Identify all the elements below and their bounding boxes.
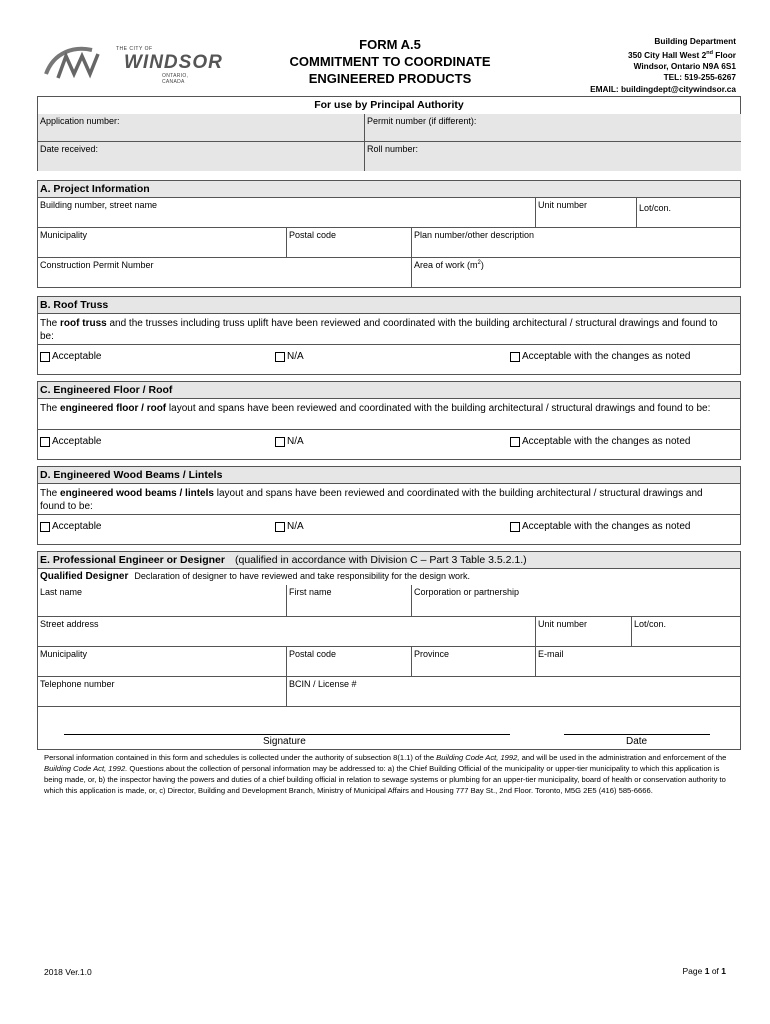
municipality-field[interactable]: Municipality xyxy=(38,228,287,258)
lot-con-field[interactable]: Lot/con. xyxy=(637,198,740,228)
section-b-na-checkbox[interactable]: N/A xyxy=(275,351,304,362)
department-tel: TEL: 519-255-6267 xyxy=(663,72,736,83)
windsor-swoosh-icon xyxy=(44,44,124,84)
checkbox-icon[interactable] xyxy=(275,352,285,362)
form-title-line2: COMMITMENT TO COORDINATE xyxy=(289,54,491,69)
permit-number-field[interactable]: Permit number (if different): xyxy=(365,114,741,142)
form-title-line3: ENGINEERED PRODUCTS xyxy=(308,71,472,86)
postal-code-field[interactable]: Postal code xyxy=(287,228,412,258)
checkbox-icon[interactable] xyxy=(510,522,520,532)
section-a-project-information xyxy=(37,180,741,288)
bcin-license-field[interactable]: BCIN / License # xyxy=(287,677,740,707)
application-number-field[interactable]: Application number: xyxy=(38,114,365,142)
construction-permit-field[interactable]: Construction Permit Number xyxy=(38,258,412,287)
section-d-acceptable-checkbox[interactable]: Acceptable xyxy=(40,521,101,532)
logo-city-of: THE CITY OF xyxy=(116,46,153,52)
area-of-work-field[interactable]: Area of work $(m^2)$ xyxy=(414,260,484,270)
department-address2: Windsor, Ontario N9A 6S1 xyxy=(633,60,736,71)
section-e-header: E. Professional Engineer or Designer (qualified in accordance with Division C – Part 3 Table 3.5.2.1.) xyxy=(38,552,740,569)
page-number: Page 1 of 1 xyxy=(682,966,726,976)
section-e-professional-engineer xyxy=(37,551,741,750)
signature-label: Signature xyxy=(263,736,306,747)
first-name-field[interactable]: First name xyxy=(287,585,412,617)
plan-number-field[interactable]: Plan number/other description xyxy=(412,228,740,258)
roll-number-field[interactable]: Roll number: xyxy=(365,142,741,171)
section-c-engineered-floor-roof xyxy=(37,381,741,460)
section-b-header: B. Roof Truss xyxy=(38,297,740,314)
form-number: FORM A.5 xyxy=(359,37,421,52)
section-a-header: A. Project Information xyxy=(38,181,740,198)
checkbox-icon[interactable] xyxy=(275,437,285,447)
building-street-field[interactable]: Building number, street name xyxy=(38,198,536,228)
designer-municipality-field[interactable]: Municipality xyxy=(38,647,287,677)
designer-unit-number-field[interactable]: Unit number xyxy=(536,617,632,647)
section-c-description: The engineered floor / roof layout and spans have been reviewed and coordinated with the building architectural / structural drawings and found to be: xyxy=(40,403,711,414)
designer-postal-code-field[interactable]: Postal code xyxy=(287,647,412,677)
section-d-header: D. Engineered Wood Beams / Lintels xyxy=(38,467,740,484)
section-c-acceptable-checkbox[interactable]: Acceptable xyxy=(40,436,101,447)
street-address-field[interactable]: Street address xyxy=(38,617,536,647)
section-b-roof-truss xyxy=(37,296,741,375)
section-b-options xyxy=(38,344,740,374)
section-c-acceptable-changes-checkbox[interactable]: Acceptable with the changes as noted xyxy=(510,436,690,447)
department-name: Building Department xyxy=(654,36,736,46)
province-field[interactable]: Province xyxy=(412,647,536,677)
logo-name: WINDSOR xyxy=(124,52,223,73)
checkbox-icon[interactable] xyxy=(510,437,520,447)
department-contact xyxy=(516,36,736,95)
section-c-header: C. Engineered Floor / Roof xyxy=(38,382,740,399)
telephone-field[interactable]: Telephone number xyxy=(38,677,287,707)
section-c-options xyxy=(38,429,740,459)
checkbox-icon[interactable] xyxy=(40,437,50,447)
form-version: 2018 Ver.1.0 xyxy=(44,967,92,977)
checkbox-icon[interactable] xyxy=(510,352,520,362)
section-d-acceptable-changes-checkbox[interactable]: Acceptable with the changes as noted xyxy=(510,521,690,532)
section-b-acceptable-checkbox[interactable]: Acceptable xyxy=(40,351,101,362)
signature-line[interactable] xyxy=(64,734,510,735)
privacy-notice: Personal information contained in this form and schedules is collected under the authority of subsection 8(1.1) of the Building Code Act, 1992, and will be used in the administration and enforcement of the Building Code Act, 1992. Questions about the collection of personal information may be addressed to: a) the Chief Building Official of the municipality or upper-tier municipality to which this application is being made, or, b) the inspector having the powers and duties of a chief building official in relation to sewage systems or plumbing for an upper-tier municipality, board of health or conservation authority to which this application is made, or, c) Director, Building and Development Branch, Ministry of Municipal Affairs and Housing 777 Bay St., 2nd Floor. Toronto, M5G 2E5 (416) 585-6666. xyxy=(44,753,727,795)
city-logo xyxy=(44,44,223,85)
section-d-na-checkbox[interactable]: N/A xyxy=(275,521,304,532)
unit-number-field[interactable]: Unit number xyxy=(536,198,637,228)
department-email: EMAIL: buildingdept@citywindsor.ca xyxy=(590,83,736,94)
authority-section xyxy=(37,96,741,171)
corporation-field[interactable]: Corporation or partnership xyxy=(412,585,740,617)
checkbox-icon[interactable] xyxy=(275,522,285,532)
checkbox-icon[interactable] xyxy=(40,522,50,532)
section-b-acceptable-changes-checkbox[interactable]: Acceptable with the changes as noted xyxy=(510,351,690,362)
designer-lot-con-field[interactable]: Lot/con. xyxy=(632,617,740,647)
checkbox-icon[interactable] xyxy=(40,352,50,362)
last-name-field[interactable]: Last name xyxy=(38,585,287,617)
date-line[interactable] xyxy=(564,734,710,735)
date-received-field[interactable]: Date received: xyxy=(38,142,365,171)
authority-header: For use by Principal Authority xyxy=(314,99,464,111)
logo-region: ONTARIO, CANADA xyxy=(162,73,189,85)
section-d-engineered-wood-beams xyxy=(37,466,741,545)
department-address1: 350 City Hall West 2nd Floor xyxy=(627,49,736,60)
qualified-designer-line: Qualified Designer Declaration of designer to have reviewed and take responsibility for the design work. xyxy=(40,571,471,582)
email-field[interactable]: E-mail xyxy=(536,647,740,677)
form-title xyxy=(270,36,510,87)
section-d-description: The engineered wood beams / lintels layout and spans have been reviewed and coordinated with the building architectural / structural drawings and found to be: xyxy=(40,488,703,512)
section-c-na-checkbox[interactable]: N/A xyxy=(275,436,304,447)
date-label: Date xyxy=(626,736,648,747)
section-b-description: The roof truss and the trusses including truss uplift have been reviewed and coordinated with the building architectural / structural drawings and found to be: xyxy=(40,318,718,342)
section-d-options xyxy=(38,514,740,544)
